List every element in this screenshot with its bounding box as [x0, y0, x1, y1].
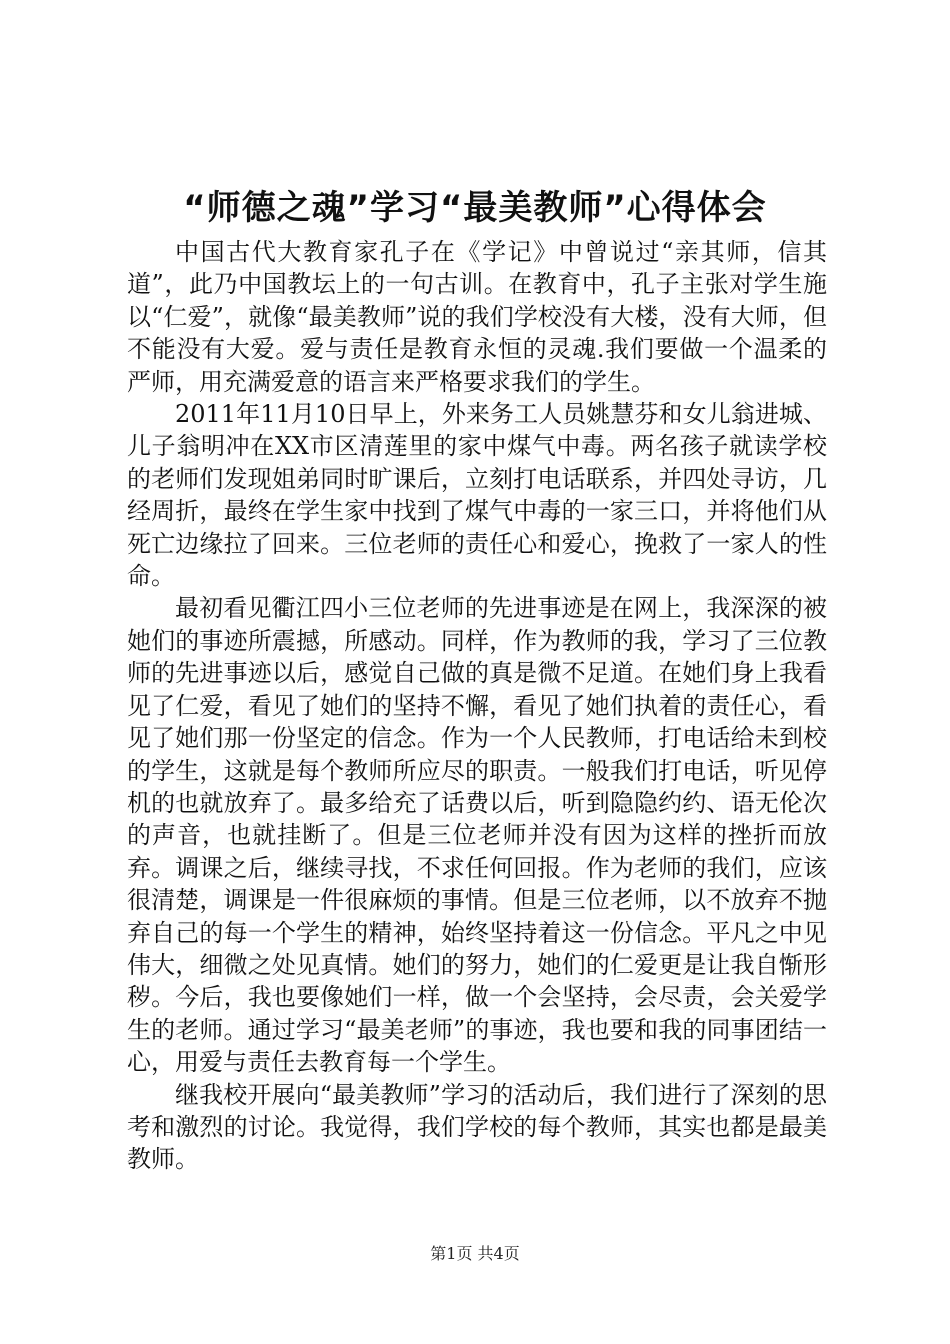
page-number: 第1页 共4页 [430, 1244, 520, 1263]
paragraph-4: 继我校开展向“最美教师”学习的活动后，我们进行了深刻的思考和激烈的讨论。我觉得，我们学校的每个教师，其实也都是最美教师。 [127, 1080, 827, 1174]
paragraph-2: 2011年11月10日早上，外来务工人员姚慧芬和女儿翁进城、儿子翁明冲在XX市区清莲里的家中煤气中毒。两名孩子就读学校的老师们发现姐弟同时旷课后，立刻打电话联系，并四处寻访，几经周折，最终在学生家中找到了煤气中毒的一家三口，并将他们从死亡边缘拉了回来。三位老师的责任心和爱心，挽救了一家人的性命。 [127, 400, 827, 591]
paragraph-1: 中国古代大教育家孔子在《学记》中曾说过“亲其师，信其道”，此乃中国教坛上的一句古训。在教育中，孔子主张对学生施以“仁爱”，就像“最美教师”说的我们学校没有大楼，没有大师，但不能没有大爱。爱与责任是教育永恒的灵魂.我们要做一个温柔的严师，用充满爱意的语言来严格要求我们的学生。 [127, 238, 827, 396]
document-title: “师德之魂”学习“最美教师”心得体会 [183, 188, 767, 228]
paragraph-3: 最初看见衢江四小三位老师的先进事迹是在网上，我深深的被她们的事迹所震撼，所感动。同样，作为教师的我，学习了三位教师的先进事迹以后，感觉自己做的真是微不足道。在她们身上我看见了仁爱，看见了她们的坚持不懈，看见了她们执着的责任心，看见了她们那一份坚定的信念。作为一个人民教师，打电话给未到校的学生，这就是每个教师所应尽的职责。一般我们打电话，听见停机的也就放弃了。最多给充了话费以后，听到隐隐约约、语无伦次的声音，也就挂断了。但是三位老师并没有因为这样的挫折而放弃。调课之后，继续寻找，不求任何回报。作为老师的我们，应该很清楚，调课是一件很麻烦的事情。但是三位老师，以不放弃不抛弃自己的每一个学生的精神，始终坚持着这一份信念。平凡之中见伟大，细微之处见真情。她们的努力，她们的仁爱更是让我自惭形秽。今后，我也要像她们一样，做一个会坚持，会尽责，会关爱学生的老师。通过学习“最美老师”的事迹，我也要和我的同事团结一心，用爱与责任去教育每一个学生。 [127, 594, 827, 1077]
document-body [127, 236, 827, 1176]
